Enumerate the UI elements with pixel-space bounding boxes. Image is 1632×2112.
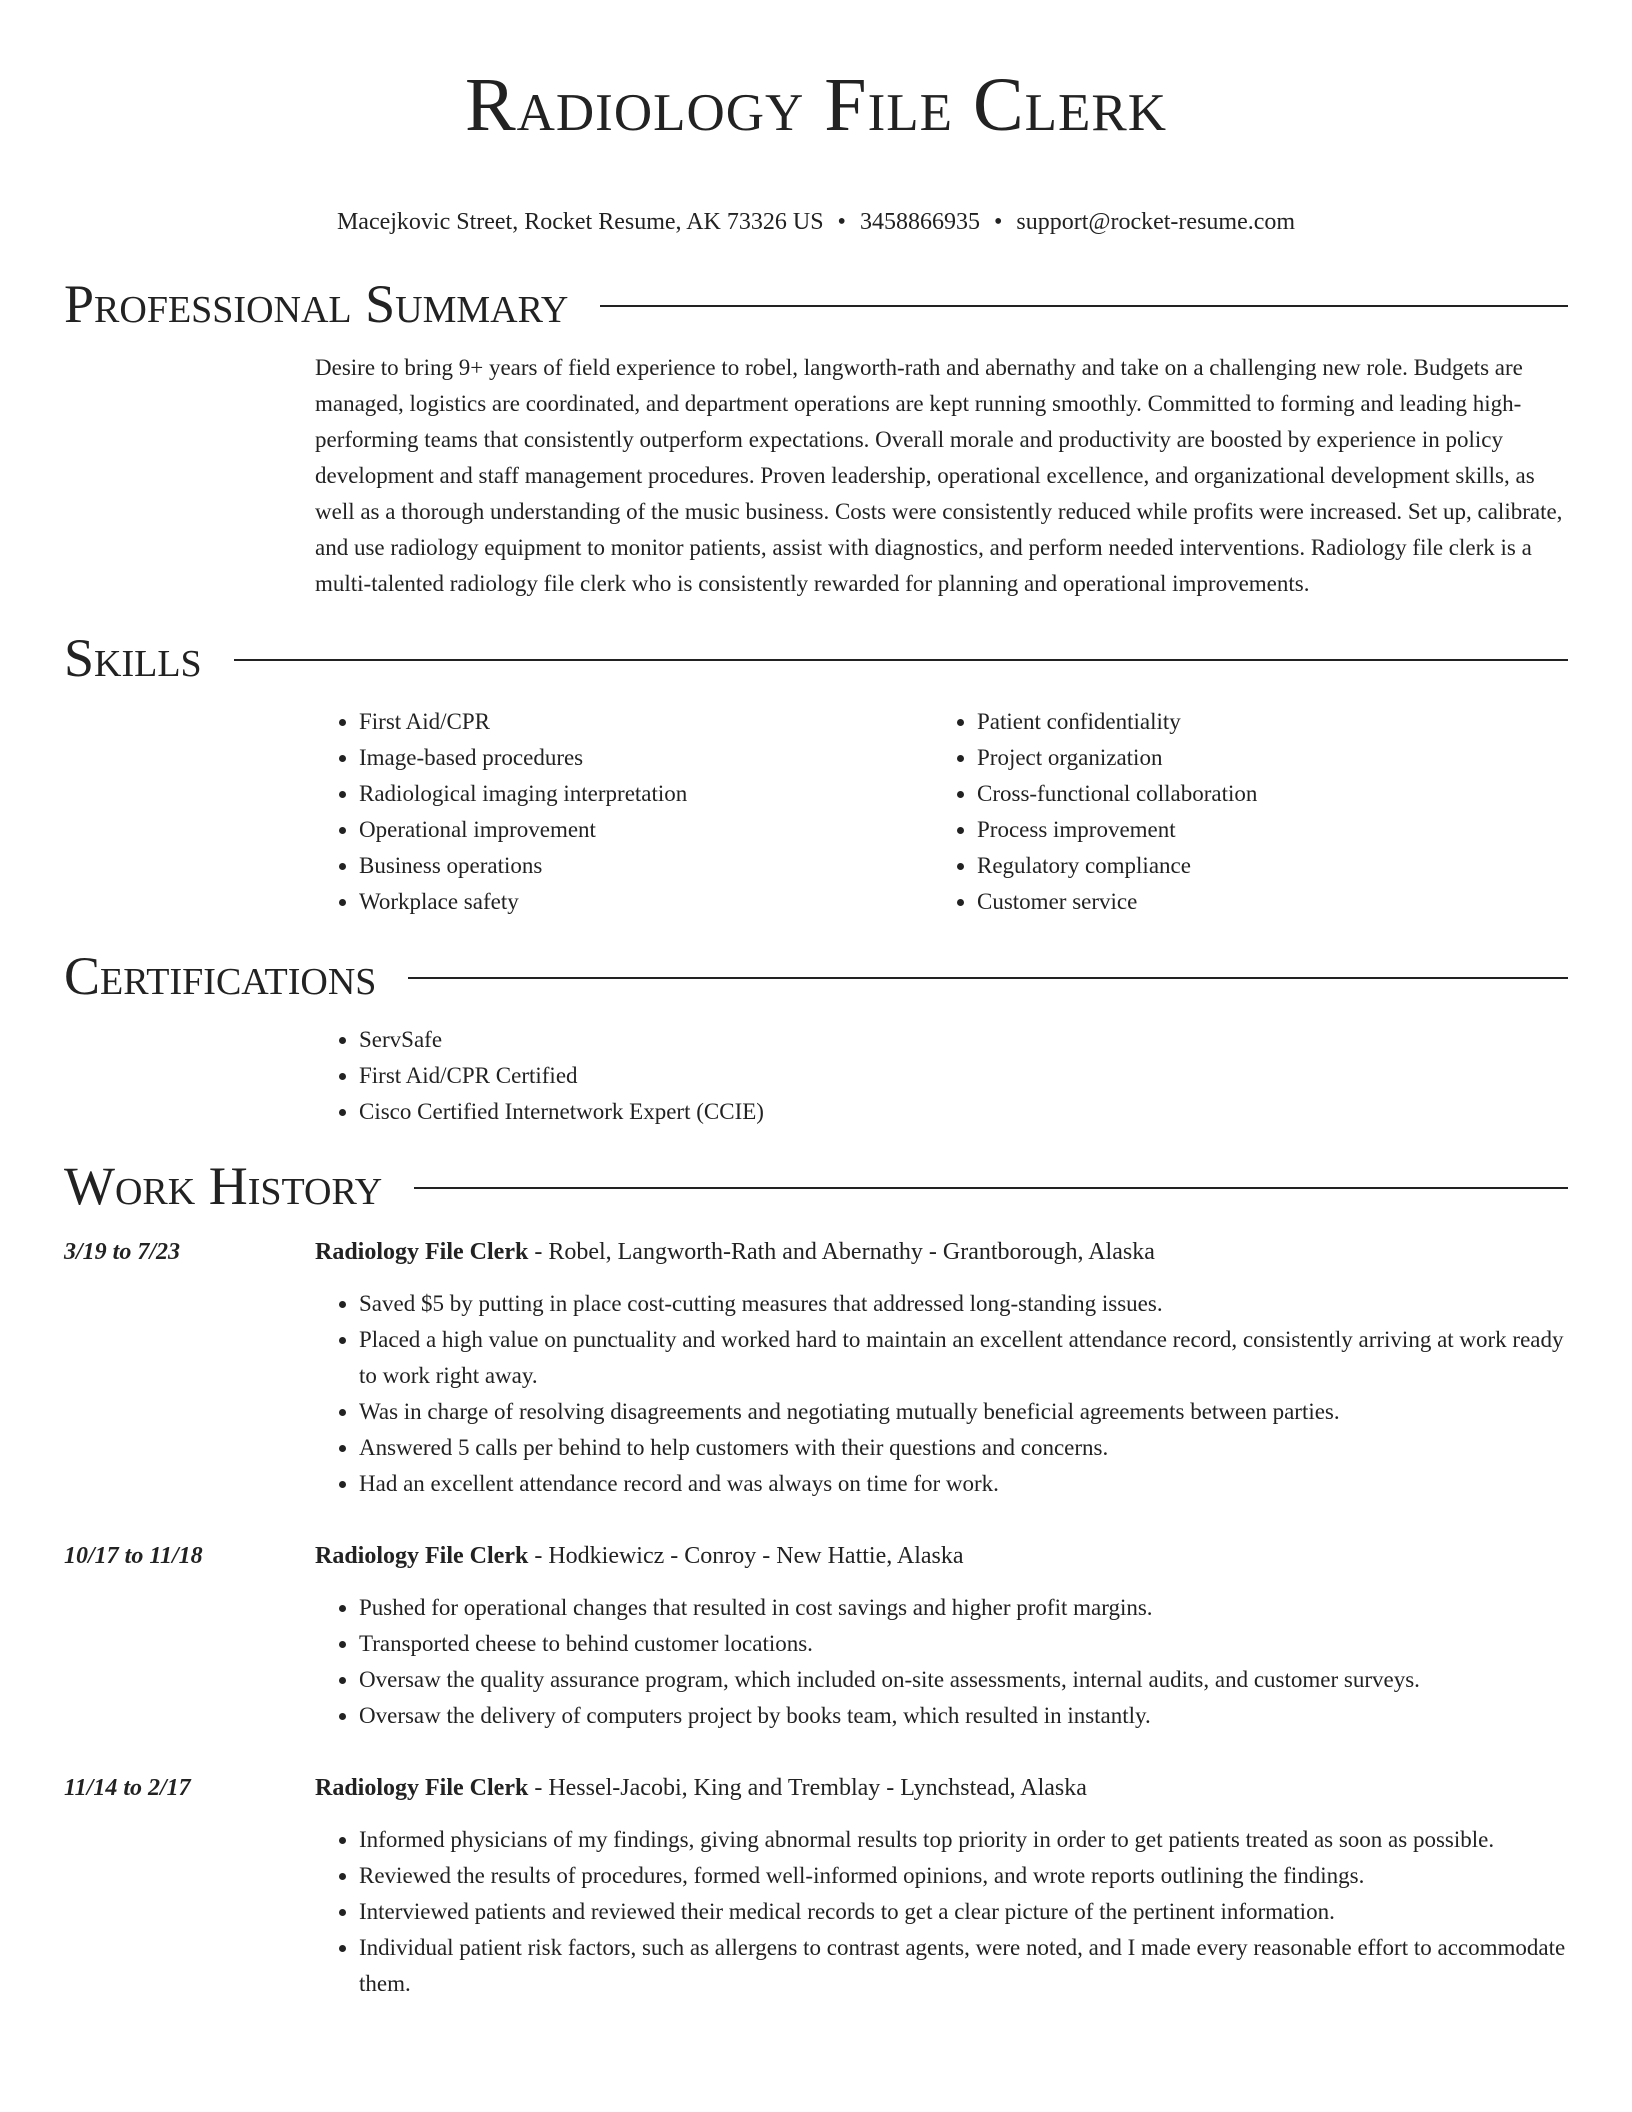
section-divider — [234, 659, 1568, 661]
job-employer: - Robel, Langworth-Rath and Abernathy - Grantborough, Alaska — [528, 1239, 1155, 1265]
summary-heading: Professional Summary — [64, 274, 569, 334]
job-bullet: • Pushed for operational changes that resulted in cost savings and higher profit margins. — [359, 1590, 1568, 1626]
job-entry — [64, 1234, 1568, 1502]
skill-item: • Regulatory compliance — [977, 848, 1551, 884]
work-section-header — [64, 1154, 1568, 1218]
job-bullet: • Had an excellent attendance record and was always on time for work. — [359, 1466, 1568, 1502]
skills-column-right — [933, 704, 1551, 920]
skill-item: • Cross-functional collaboration — [977, 776, 1551, 812]
certification-item: • ServSafe — [359, 1022, 1568, 1058]
contact-phone: 3458866935 — [859, 209, 980, 235]
job-bullet: • Informed physicians of my findings, giving abnormal results top priority in order to get patients treated as soon as possible. — [359, 1822, 1568, 1858]
contact-line — [64, 206, 1568, 238]
work-heading: Work History — [64, 1156, 383, 1216]
skills-list — [315, 704, 1568, 920]
job-content — [315, 1538, 1568, 1734]
job-dates: 3/19 to 7/23 — [64, 1239, 181, 1265]
certification-item: • First Aid/CPR Certified — [359, 1058, 1568, 1094]
skill-item: • Workplace safety — [359, 884, 933, 920]
job-bullets — [315, 1286, 1568, 1502]
certifications-section-header — [64, 944, 1568, 1008]
job-title: Radiology File Clerk — [315, 1239, 529, 1265]
job-bullets — [315, 1590, 1568, 1734]
job-employer: - Hodkiewicz - Conroy - New Hattie, Alaska — [528, 1543, 964, 1569]
job-bullet: • Oversaw the delivery of computers project by books team, which resulted in instantly. — [359, 1698, 1568, 1734]
contact-address: Macejkovic Street, Rocket Resume, AK 73326 US — [336, 209, 824, 235]
contact-separator: • — [837, 209, 846, 235]
job-header — [315, 1538, 1568, 1574]
summary-section-header — [64, 272, 1568, 336]
certifications-heading: Certifications — [64, 946, 377, 1006]
job-title: Radiology File Clerk — [315, 1543, 529, 1569]
job-bullet: • Answered 5 calls per behind to help customers with their questions and concerns. — [359, 1430, 1568, 1466]
contact-separator: • — [993, 209, 1003, 235]
job-bullet: • Was in charge of resolving disagreements and negotiating mutually beneficial agreements between parties. — [359, 1394, 1568, 1430]
skill-item: • Business operations — [359, 848, 933, 884]
job-content — [315, 1234, 1568, 1502]
candidate-name: Radiology File Clerk — [464, 63, 1168, 147]
job-content — [315, 1770, 1568, 2002]
job-dates: 10/17 to 11/18 — [64, 1543, 203, 1569]
skill-item: • Project organization — [977, 740, 1551, 776]
job-title: Radiology File Clerk — [315, 1775, 529, 1801]
skill-item: • Patient confidentiality — [977, 704, 1551, 740]
certifications-list — [315, 1022, 1568, 1130]
job-entry — [64, 1538, 1568, 1734]
contact-email: support@rocket-resume.com — [1016, 209, 1296, 235]
skills-heading: Skills — [64, 628, 202, 688]
skill-item: • Process improvement — [977, 812, 1551, 848]
section-divider — [600, 305, 1568, 307]
work-history-list — [64, 1234, 1568, 2002]
job-employer: - Hessel-Jacobi, King and Tremblay - Lynchstead, Alaska — [528, 1775, 1087, 1801]
skills-section-header — [64, 626, 1568, 690]
skill-item: • Operational improvement — [359, 812, 933, 848]
job-bullet: • Saved $5 by putting in place cost-cutting measures that addressed long-standing issues. — [359, 1286, 1568, 1322]
job-bullet: • Reviewed the results of procedures, formed well-informed opinions, and wrote reports outlining the findings. — [359, 1858, 1568, 1894]
job-bullet: • Interviewed patients and reviewed their medical records to get a clear picture of the pertinent information. — [359, 1894, 1568, 1930]
job-bullet: • Transported cheese to behind customer locations. — [359, 1626, 1568, 1662]
skills-column-left — [315, 704, 933, 920]
skill-item: • Image-based procedures — [359, 740, 933, 776]
job-bullet: • Placed a high value on punctuality and worked hard to maintain an excellent attendance record, consistently arriving at work ready to work right away. — [359, 1322, 1568, 1394]
job-entry — [64, 1770, 1568, 2002]
job-bullet: • Oversaw the quality assurance program, which included on-site assessments, internal audits, and customer surveys. — [359, 1662, 1568, 1698]
job-dates: 11/14 to 2/17 — [64, 1775, 191, 1801]
certification-item: • Cisco Certified Internetwork Expert (CCIE) — [359, 1094, 1568, 1130]
job-bullets — [315, 1822, 1568, 2002]
job-header — [315, 1770, 1568, 1806]
section-divider — [408, 977, 1568, 979]
skill-item: • Customer service — [977, 884, 1551, 920]
summary-text: Desire to bring 9+ years of field experience to robel, langworth-rath and abernathy and take on a challenging new role. Budgets are managed, logistics are coordinated, and department operations are kept running smoothly. Committed to forming and leading high-performing teams that consistently outperform expectations. Overall morale and productivity are boosted by experience in policy development and staff management procedures. Proven leadership, operational excellence, and organizational development skills, as well as a thorough understanding of the music business. Costs were consistently reduced while profits were increased. Set up, calibrate, and use radiology equipment to monitor patients, assist with diagnostics, and perform needed interventions. Radiology file clerk is a multi-talented radiology file clerk who is consistently rewarded for planning and operational improvements. — [315, 355, 1563, 596]
job-bullet: • Individual patient risk factors, such as allergens to contrast agents, were noted, and I made every reasonable effort to accommodate them. — [359, 1930, 1568, 2002]
job-header — [315, 1234, 1568, 1270]
section-divider — [414, 1187, 1568, 1189]
skill-item: • First Aid/CPR — [359, 704, 933, 740]
skill-item: • Radiological imaging interpretation — [359, 776, 933, 812]
